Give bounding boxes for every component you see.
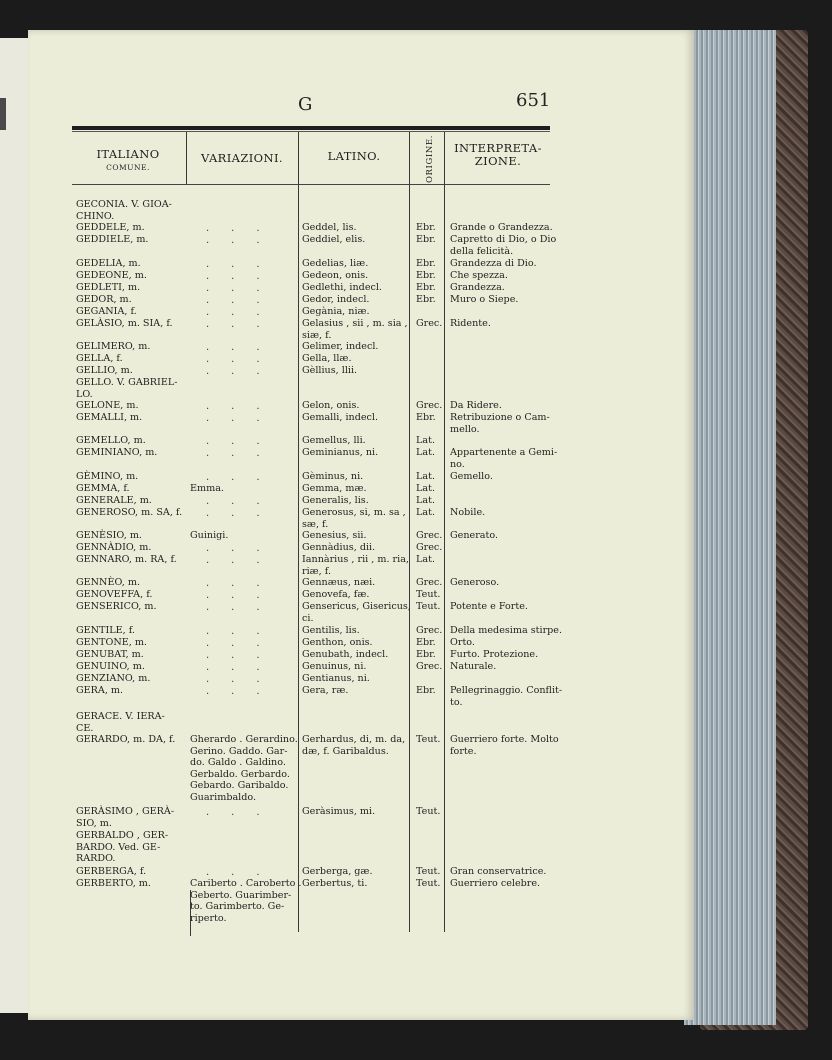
- entry-lat: Gedeon, onis.: [302, 270, 369, 281]
- entry-or: Lat.: [416, 507, 435, 518]
- entry-lat: Gemalli, indecl.: [302, 412, 379, 423]
- entry-int-cont: mello.: [450, 423, 480, 435]
- entry-int: Potente e Forte.: [450, 601, 528, 612]
- entry-it: GEDDIELE, m.: [76, 234, 149, 245]
- entry-var-cont: Gerbaldo. Gerbardo.: [190, 768, 290, 780]
- entry-var-cont: Gebardo. Garibaldo.: [190, 780, 289, 792]
- entry-it: GENNARO, m. RA, f.: [76, 554, 177, 565]
- entry-it: GERARDO, m. DA, f.: [76, 734, 176, 745]
- column-divider-interpretazione: [444, 132, 445, 932]
- entry-it: GECONIA. V. GIOA-: [76, 199, 172, 210]
- entry-lat: Gemma, mæ.: [302, 483, 367, 494]
- entry-or: Ebr.: [416, 222, 436, 233]
- header-divider-1: [186, 132, 187, 184]
- entry-it: GEMINIANO, m.: [76, 447, 158, 458]
- entry-var: Guinigi.: [190, 530, 229, 541]
- entry-it: GENZIANO, m.: [76, 673, 151, 684]
- entry-int: Generato.: [450, 530, 499, 541]
- entry-it-cont: BARDO. Ved. GE-: [76, 841, 161, 853]
- entry-or: Lat.: [416, 554, 435, 565]
- entry-int: Guerriero celebre.: [450, 878, 541, 889]
- entry-it: GENUBAT, m.: [76, 649, 144, 660]
- entry-or: Grec.: [416, 577, 443, 588]
- entry-int-cont: forte.: [450, 745, 477, 757]
- entry-it: GENNÀDIO, m.: [76, 542, 152, 553]
- entry-lat-cont: siæ, f.: [302, 329, 332, 341]
- entry-it: GERA, m.: [76, 685, 124, 696]
- page-number: 651: [516, 90, 551, 111]
- leader-dots: ...: [206, 366, 282, 377]
- entry-it: GÈMINO, m.: [76, 471, 139, 482]
- entry-or: Teut.: [416, 589, 441, 600]
- leader-dots: ...: [206, 578, 282, 589]
- entry-or: Grec.: [416, 661, 443, 672]
- entry-int: Grandezza.: [450, 282, 505, 293]
- entry-lat: Gella, llæ.: [302, 353, 352, 364]
- entry-int-cont: to.: [450, 696, 463, 708]
- entry-or: Teut.: [416, 601, 441, 612]
- leader-dots: ...: [206, 448, 282, 459]
- entry-int: Gran conservatrice.: [450, 866, 547, 877]
- entry-it: GEMELLO, m.: [76, 435, 146, 446]
- entry-lat: Genesius, sii.: [302, 530, 367, 541]
- leader-dots: ...: [206, 496, 282, 507]
- entry-or: Lat.: [416, 435, 435, 446]
- entry-or: Ebr.: [416, 412, 436, 423]
- entry-int: Generoso.: [450, 577, 500, 588]
- entry-lat: Gerhardus, di, m. da,: [302, 734, 406, 745]
- entry-int: Furto. Protezione.: [450, 649, 539, 660]
- entry-lat: Gerbertus, ti.: [302, 878, 368, 889]
- entry-var: Cariberto . Caroberto .: [190, 878, 302, 889]
- entry-lat-cont: ci.: [302, 612, 314, 624]
- entry-lat: Gennæus, næi.: [302, 577, 376, 588]
- entry-or: Ebr.: [416, 270, 436, 281]
- entry-lat: Gensericus, Gisericus,: [302, 601, 411, 612]
- entry-it: GENEROSO, m. SA, f.: [76, 507, 183, 518]
- entry-int: Pellegrinaggio. Conflit-: [450, 685, 563, 696]
- column-divider-latino: [298, 132, 299, 932]
- col-header-origine-label: ORIGINE.: [425, 134, 436, 184]
- entry-var-cont: Gerino. Gaddo. Gar-: [190, 745, 288, 757]
- entry-lat: Gerberga, gæ.: [302, 866, 373, 877]
- entry-it: GENNÈO, m.: [76, 577, 141, 588]
- entry-lat: Gentianus, ni.: [302, 673, 370, 684]
- entry-or: Ebr.: [416, 258, 436, 269]
- entry-or: Teut.: [416, 866, 441, 877]
- entry-it: GEDELIA, m.: [76, 258, 141, 269]
- entry-lat: Gedor, indecl.: [302, 294, 370, 305]
- entry-or: Grec.: [416, 542, 443, 553]
- entry-it: GENUINO, m.: [76, 661, 145, 672]
- entry-it-cont: RARDO.: [76, 853, 116, 865]
- column-divider-origine: [409, 132, 410, 932]
- entry-var: Emma.: [190, 483, 224, 494]
- entry-var-cont: to. Garimberto. Ge-: [190, 901, 285, 913]
- leader-dots: ...: [206, 319, 282, 330]
- entry-int: Naturale.: [450, 661, 497, 672]
- entry-or: Ebr.: [416, 294, 436, 305]
- left-page-mark: [0, 98, 6, 130]
- entry-int-cont: no.: [450, 458, 465, 470]
- entry-lat: Gemellus, lli.: [302, 435, 366, 446]
- entry-lat: Gedelias, liæ.: [302, 258, 369, 269]
- entry-lat: Genthon, onis.: [302, 637, 373, 648]
- entry-lat: Gelasius , sii , m. sia ,: [302, 318, 408, 329]
- entry-it: GENTONE, m.: [76, 637, 147, 648]
- entry-or: Teut.: [416, 734, 441, 745]
- entry-int: Retribuzione o Cam-: [450, 412, 550, 423]
- leader-dots: ...: [206, 543, 282, 554]
- col-header-variazioni: VARIAZIONI.: [201, 151, 283, 165]
- entry-or: Ebr.: [416, 637, 436, 648]
- entry-lat: Gera, ræ.: [302, 685, 349, 696]
- leader-dots: ...: [206, 626, 282, 637]
- entry-int: Ridente.: [450, 318, 491, 329]
- entry-it: GELIMERO, m.: [76, 341, 151, 352]
- leader-dots: ...: [206, 342, 282, 353]
- leader-dots: ...: [206, 602, 282, 613]
- leader-dots: ...: [206, 413, 282, 424]
- leader-dots: ...: [206, 555, 282, 566]
- entry-it-cont: CHINO.: [76, 210, 115, 222]
- leader-dots: ...: [206, 295, 282, 306]
- header-rule-thin: [72, 131, 550, 132]
- entry-it: GELLIO, m.: [76, 365, 133, 376]
- entry-int: Muro o Siepe.: [450, 294, 519, 305]
- col-header-italiano-sub: COMUNE.: [106, 163, 150, 172]
- leader-dots: ...: [206, 662, 282, 673]
- entry-it-cont: SIO, m.: [76, 817, 112, 829]
- leader-dots: ...: [206, 354, 282, 365]
- entry-or: Teut.: [416, 806, 441, 817]
- entry-or: Grec.: [416, 530, 443, 541]
- entry-it: GEDOR, m.: [76, 294, 132, 305]
- entry-it: GERBERTO, m.: [76, 878, 151, 889]
- entry-it: GEDEONE, m.: [76, 270, 147, 281]
- entry-lat: Gennàdius, dii.: [302, 542, 376, 553]
- entry-lat-cont: dæ, f. Garibaldus.: [302, 745, 389, 757]
- leader-dots: ...: [206, 436, 282, 447]
- leader-dots: ...: [206, 259, 282, 270]
- entry-lat: Gelon, onis.: [302, 400, 360, 411]
- leader-dots: ...: [206, 307, 282, 318]
- entry-int: Capretto di Dio, o Dio: [450, 234, 557, 245]
- entry-int: Grandezza di Dio.: [450, 258, 537, 269]
- leader-dots: ...: [206, 235, 282, 246]
- entry-lat: Genuinus, ni.: [302, 661, 367, 672]
- entry-it: GELLA, f.: [76, 353, 123, 364]
- entry-lat: Gegània, niæ.: [302, 306, 370, 317]
- entry-it: GENERALE, m.: [76, 495, 152, 506]
- entry-it: GEGANIA, f.: [76, 306, 137, 317]
- entry-lat-cont: riæ, f.: [302, 565, 332, 577]
- entry-int: Nobile.: [450, 507, 486, 518]
- page-stack-edge: [684, 30, 776, 1025]
- entry-int: Da Ridere.: [450, 400, 502, 411]
- entry-lat-cont: sæ, f.: [302, 518, 329, 530]
- entry-it: GERBALDO , GER-: [76, 830, 169, 841]
- entry-int: Appartenente a Gemi-: [450, 447, 558, 458]
- entry-it: GEMMA, f.: [76, 483, 130, 494]
- entry-lat: Genubath, indecl.: [302, 649, 389, 660]
- entry-or: Ebr.: [416, 649, 436, 660]
- leader-dots: ...: [206, 401, 282, 412]
- entry-it: GERÀSIMO , GERÀ-: [76, 806, 175, 817]
- entry-lat: Gèllius, llii.: [302, 365, 358, 376]
- running-header-letter: G: [298, 94, 313, 115]
- entry-it: GENOVEFFA, f.: [76, 589, 153, 600]
- entry-or: Lat.: [416, 483, 435, 494]
- entry-it: GEMALLI, m.: [76, 412, 143, 423]
- entry-lat: Geddel, lis.: [302, 222, 357, 233]
- col-header-italiano-label: ITALIANO: [96, 147, 160, 161]
- entry-it-cont: CE.: [76, 722, 94, 734]
- entry-lat: Iannàrius , rii , m. ria,: [302, 554, 409, 565]
- entry-lat: Generalis, lis.: [302, 495, 369, 506]
- leader-dots: ...: [206, 867, 282, 878]
- entry-lat: Geràsimus, mi.: [302, 806, 376, 817]
- entry-or: Teut.: [416, 878, 441, 889]
- entry-it: GELONE, m.: [76, 400, 139, 411]
- entry-it: GERBERGA, f.: [76, 866, 147, 877]
- leader-dots: ...: [206, 472, 282, 483]
- entry-or: Ebr.: [416, 685, 436, 696]
- entry-lat: Geddiel, elis.: [302, 234, 366, 245]
- entry-or: Ebr.: [416, 282, 436, 293]
- entry-it: GELLO. V. GABRIEL-: [76, 377, 178, 388]
- col-header-interpretazione-line1: INTERPRETA-: [454, 141, 542, 155]
- entry-or: Grec.: [416, 318, 443, 329]
- entry-var-cont: Guarimbaldo.: [190, 792, 257, 803]
- entry-it: GERACE. V. IERA-: [76, 711, 165, 722]
- entry-int: Della medesima stirpe.: [450, 625, 563, 636]
- entry-it: GELÀSIO, m. SIA, f.: [76, 318, 173, 329]
- leader-dots: ...: [206, 590, 282, 601]
- col-header-italiano: [72, 148, 184, 174]
- entry-var-cont: Geberto. Guarimber-: [190, 889, 292, 901]
- entry-lat: Gèminus, ni.: [302, 471, 364, 482]
- col-header-interpretazione: [446, 142, 550, 168]
- leader-dots: ...: [206, 638, 282, 649]
- entry-it: GENTILE, f.: [76, 625, 135, 636]
- header-rule: [72, 126, 550, 130]
- leader-dots: ...: [206, 283, 282, 294]
- leader-dots: ...: [206, 223, 282, 234]
- entry-int: Gemello.: [450, 471, 493, 482]
- entry-int-cont: della felicità.: [450, 245, 514, 257]
- entry-int: Grande o Grandezza.: [450, 222, 553, 233]
- col-header-origine: [420, 134, 436, 184]
- header-bottom-rule: [72, 184, 550, 185]
- entry-lat: Gelimer, indecl.: [302, 341, 379, 352]
- entry-it: GENSERICO, m.: [76, 601, 157, 612]
- entry-or: Grec.: [416, 400, 443, 411]
- entry-int: Orto.: [450, 637, 475, 648]
- col-header-latino: LATINO.: [327, 149, 381, 163]
- leader-dots: ...: [206, 508, 282, 519]
- entry-it-cont: LO.: [76, 388, 93, 400]
- entry-it: GENÈSIO, m.: [76, 530, 142, 541]
- leader-dots: ...: [206, 807, 282, 818]
- entry-or: Lat.: [416, 471, 435, 482]
- entry-lat: Generosus, si, m. sa ,: [302, 507, 406, 518]
- entry-or: Ebr.: [416, 234, 436, 245]
- entry-int: Che spezza.: [450, 270, 508, 281]
- leader-dots: ...: [206, 650, 282, 661]
- entry-var-cont: do. Galdo . Galdino.: [190, 757, 286, 769]
- leader-dots: ...: [206, 674, 282, 685]
- entry-var: Gherardo . Gerardino.: [190, 734, 298, 745]
- entry-lat: Gedlethi, indecl.: [302, 282, 382, 293]
- entry-or: Lat.: [416, 447, 435, 458]
- entry-it: GEDDELE, m.: [76, 222, 145, 233]
- entry-int: Guerriero forte. Molto: [450, 734, 559, 745]
- entry-lat: Genovefa, fæ.: [302, 589, 370, 600]
- leader-dots: ...: [206, 686, 282, 697]
- entry-lat: Gentilis, lis.: [302, 625, 360, 636]
- entry-it: GEDLETI, m.: [76, 282, 141, 293]
- leader-dots: ...: [206, 271, 282, 282]
- entry-or: Lat.: [416, 495, 435, 506]
- entry-lat: Geminianus, ni.: [302, 447, 379, 458]
- col-header-interpretazione-line2: ZIONE.: [474, 154, 522, 168]
- entry-or: Grec.: [416, 625, 443, 636]
- entry-var-cont: riperto.: [190, 912, 227, 924]
